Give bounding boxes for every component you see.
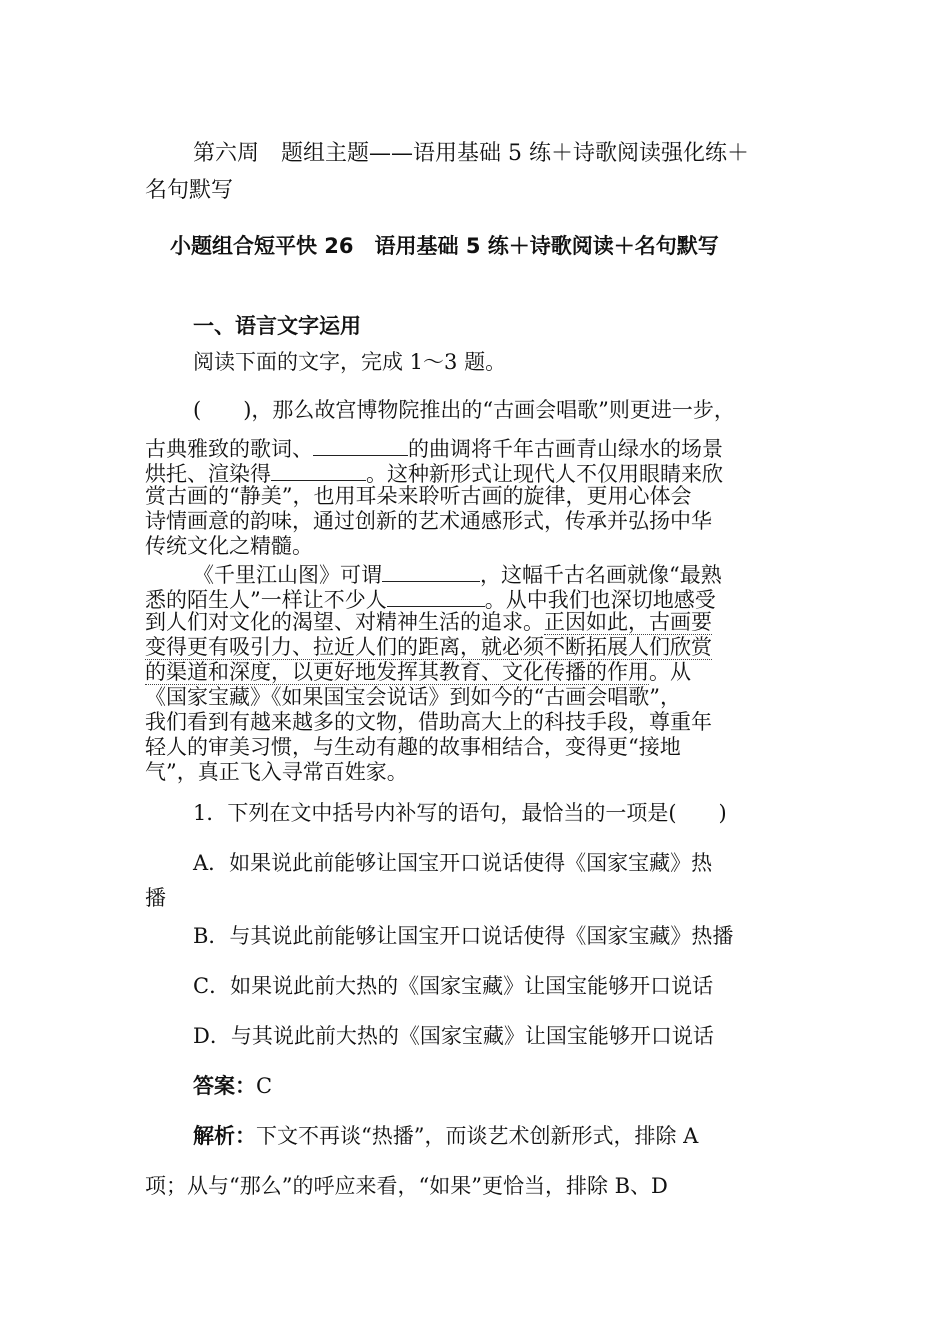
analysis-line [193,1120,698,1150]
passage-line: 诗情画意的韵味，通过创新的艺术通感形式，传承并弘扬中华 [145,509,712,533]
passage-text: 到人们对文化的渴望、对精神生活的追求。 [145,610,544,634]
section-instruction: 阅读下面的文字，完成 1～3 题。 [193,350,507,374]
passage-line [145,459,723,487]
passage-line: 我们看到有越来越多的文物，借助高大上的科技手段，尊重年 [145,710,712,734]
passage-text: 。这种新形式让现代人不仅用眼睛来欣 [366,462,723,486]
passage-line [145,610,712,635]
passage-text: 《千里江山图》可谓 [193,563,382,587]
passage-line: 《国家宝藏》《如果国宝会说话》到如今的“古画会唱歌”， [145,685,681,709]
passage-text: ，这幅千古名画就像“最熟 [480,563,722,587]
passage-line: 轻人的审美习惯，与生动有趣的故事相结合，变得更“接地 [145,735,681,759]
passage-line [145,434,723,462]
question-stem: 1．下列在文中括号内补写的语句，最恰当的一项是( ) [193,801,727,825]
option-c: C．如果说此前大热的《国家宝藏》让国宝能够开口说话 [193,974,714,998]
passage-line: 赏古画的“静美”，也用耳朵来聆听古画的旋律，更用心体会 [145,484,692,508]
underlined-sentence: 正因如此，古画要 [544,610,712,634]
passage-line: ( )，那么故宫博物院推出的“古画会唱歌”则更进一步， [193,398,735,422]
page-title-line2: 名句默写 [145,178,234,203]
passage-line: 传统文化之精髓。 [145,534,313,558]
underlined-sentence: 变得更有吸引力、拉近人们的距离，就必须不断拓展人们欣赏 [145,635,712,659]
passage-line [193,560,722,588]
page-title-line1: 第六周 题组主题——语用基础 5 练＋诗歌阅读强化练＋ [193,141,749,166]
analysis-text: 下文不再谈“热播”，而谈艺术创新形式，排除 A [256,1124,699,1148]
answer-value: C [256,1074,273,1098]
passage-line [145,660,691,685]
page-subtitle: 小题组合短平快 26 语用基础 5 练＋诗歌阅读＋名句默写 [170,234,719,258]
option-a: A．如果说此前能够让国宝开口说话使得《国家宝藏》热 [193,851,713,875]
section-heading: 一、语言文字运用 [193,314,361,338]
fill-blank [387,585,485,607]
fill-blank [382,560,480,582]
fill-blank [313,434,408,456]
answer-label: 答案： [193,1074,256,1098]
option-d: D．与其说此前大热的《国家宝藏》让国宝能够开口说话 [193,1024,714,1048]
passage-text: 悉的陌生人”一样让不少人 [145,588,387,612]
option-a-continued: 播 [145,886,166,910]
analysis-label: 解析： [193,1124,256,1148]
passage-text: 。从中我们也深切地感受 [484,588,716,612]
passage-text: 的曲调将千年古画青山绿水的场景 [408,437,723,461]
passage-line: 气”，真正飞入寻常百姓家。 [145,760,408,784]
fill-blank [271,459,366,481]
passage-text: 古典雅致的歌词、 [145,437,313,461]
passage-text: 。从 [649,660,691,684]
passage-line [145,635,712,660]
option-b: B．与其说此前能够让国宝开口说话使得《国家宝藏》热播 [193,924,734,948]
passage-text: 烘托、渲染得 [145,462,271,486]
underlined-sentence: 的渠道和深度，以更好地发挥其教育、文化传播的作用 [145,660,649,684]
passage-line [145,585,716,613]
analysis-line: 项；从与“那么”的呼应来看，“如果”更恰当，排除 B、D [145,1174,668,1198]
answer-line [193,1070,272,1100]
